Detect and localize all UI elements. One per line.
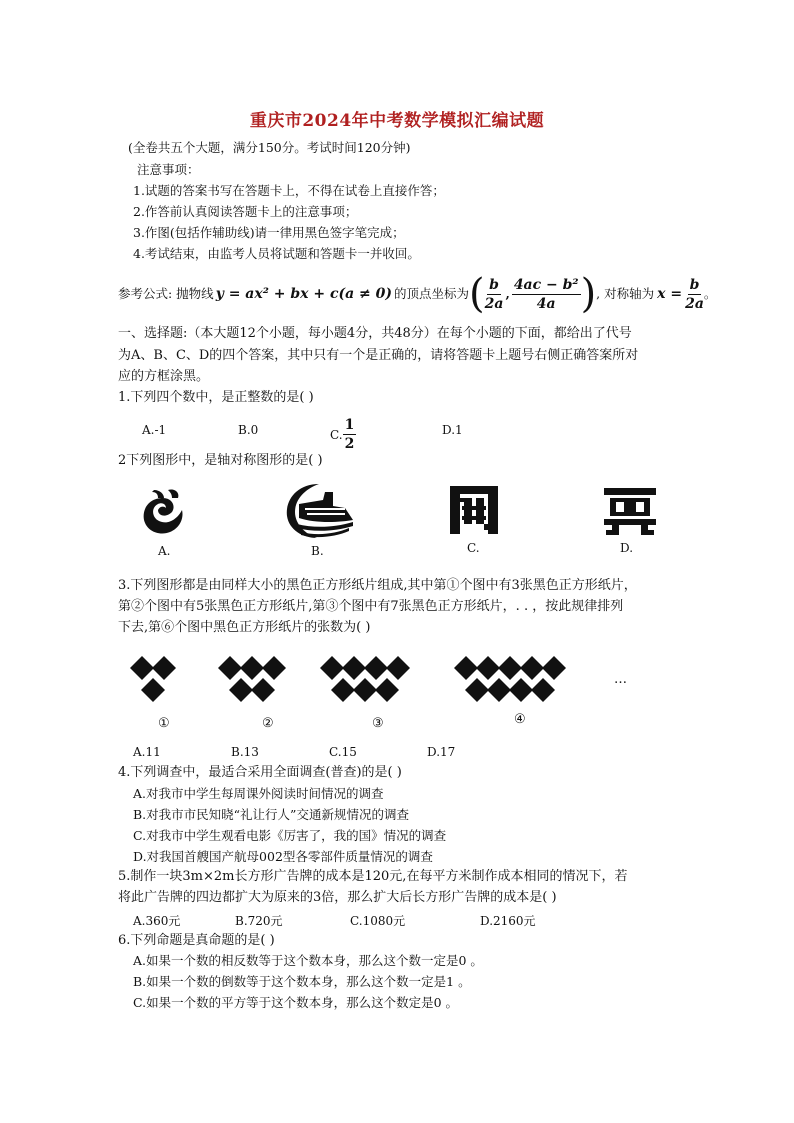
- q4-option-c: C.对我市中学生观看电影《厉害了，我的国》情况的调查: [133, 828, 447, 843]
- black-square: [498, 656, 522, 680]
- black-square: [342, 656, 366, 680]
- black-square: [476, 656, 500, 680]
- pattern-figure: [130, 656, 176, 702]
- black-square: [141, 678, 165, 702]
- q5-option-c: C.1080元: [350, 914, 406, 928]
- note-item: 1.试题的答案书写在答题卡上，不得在试卷上直接作答；: [133, 183, 445, 198]
- question-3-stem: 第②个图中有5张黑色正方形纸片,第③个图中有7张黑色正方形纸片，. . ，按此规律排列: [118, 599, 624, 614]
- page-title: 重庆市2024年中考数学模拟汇编试题: [249, 111, 545, 131]
- q6-option-a: A.如果一个数的相反数等于这个数本身，那么这个数一定是0 。: [133, 953, 483, 968]
- black-square: [520, 656, 544, 680]
- diamond-pattern-figures: [130, 650, 670, 710]
- black-square: [542, 656, 566, 680]
- black-square: [487, 678, 511, 702]
- note-item: 3.作图(包括作辅助线)请一律用黑色签字笔完成；: [133, 225, 405, 240]
- question-3-stem: 下去,第⑥个图中黑色正方形纸片的张数为( ): [118, 620, 371, 635]
- ship-icon: [283, 482, 355, 540]
- black-square: [331, 678, 355, 702]
- black-square: [509, 678, 533, 702]
- figure-number: ①: [158, 716, 170, 731]
- black-square: [251, 678, 275, 702]
- figure-label: C.: [467, 541, 480, 555]
- q5-option-a: A.360元: [133, 914, 181, 928]
- seal-glyph-d-icon: [602, 486, 658, 536]
- seal-glyph-c-icon: [448, 484, 500, 536]
- formula-axis-text: , 对称轴为: [596, 286, 655, 301]
- vertex-x-fraction: b 2a: [484, 276, 504, 312]
- figure-number: ②: [262, 716, 274, 731]
- black-square: [353, 678, 377, 702]
- section-heading: 一、选择题:（本大题12个小题，每小题4分，共48分）在每个小题的下面，都给出了代号: [118, 326, 632, 341]
- black-square: [364, 656, 388, 680]
- q4-option-d: D.对我国首艘国产航母002型各零部件质量情况的调查: [133, 849, 433, 864]
- black-square: [454, 656, 478, 680]
- q6-option-c: C.如果一个数的平方等于这个数本身，那么这个数定是0 。: [133, 995, 459, 1010]
- vertex-y-fraction: 4ac − b² 4a: [513, 276, 579, 312]
- formula-end: 。: [703, 286, 717, 301]
- figure-number: ④: [514, 712, 526, 727]
- q5-option-d: D.2160元: [480, 914, 536, 928]
- q6-option-b: B.如果一个数的倒数等于这个数本身，那么这个数一定是1 。: [133, 974, 471, 989]
- q4-option-b: B.对我市市民知晓“礼让行人”交通新规情况的调查: [133, 807, 409, 822]
- black-square: [218, 656, 242, 680]
- black-square: [130, 656, 154, 680]
- black-square: [386, 656, 410, 680]
- question-5-stem: 将此广告牌的四边都扩大为原来的3倍，那么扩大后长方形广告牌的成本是( ): [118, 890, 557, 905]
- notes-heading: 注意事项：: [137, 162, 200, 177]
- question-1-stem: 1.下列四个数中，是正整数的是( ): [118, 390, 314, 405]
- q1-option-d: D.1: [442, 423, 463, 437]
- formula-prefix: 参考公式: 抛物线: [118, 286, 214, 301]
- note-item: 4.考试结束，由监考人员将试题和答题卡一并收回。: [133, 246, 420, 261]
- question-5-stem: 5.制作一块3m×2m长方形广告牌的成本是120元,在每平方米制作成本相同的情况下，若: [118, 869, 628, 884]
- formula-vertex-text: 的顶点坐标为: [394, 286, 470, 301]
- black-square: [375, 678, 399, 702]
- figure-label: D.: [620, 541, 634, 555]
- question-3-stem: 3.下列图形都是由同样大小的黑色正方形纸片组成,其中第①个图中有3张黑色正方形纸片，: [118, 578, 637, 593]
- q3-option-d: D.17: [427, 745, 456, 759]
- question-6-stem: 6.下列命题是真命题的是( ): [118, 933, 275, 948]
- black-square: [262, 656, 286, 680]
- axis-fraction: $\frac{b}{2a}$: [685, 276, 704, 312]
- parabola-equation: y = ax² + bx + c(a ≠ 0): [215, 286, 393, 302]
- note-item: 2.作答前认真阅读答题卡上的注意事项；: [133, 204, 358, 219]
- comma: ,: [505, 286, 510, 301]
- figure-number: ③: [372, 716, 384, 731]
- black-square: [229, 678, 253, 702]
- q3-option-a: A.11: [133, 745, 161, 759]
- q3-option-b: B.13: [231, 745, 259, 759]
- pattern-figure: [320, 656, 410, 702]
- q1-option-c: C. 1 2: [330, 417, 355, 452]
- reference-formula: [118, 271, 717, 317]
- exam-intro: (全卷共五个大题，满分150分。考试时间120分钟): [128, 140, 411, 155]
- q3-option-c: C.15: [329, 745, 357, 759]
- pattern-figure: [218, 656, 286, 702]
- section-heading: 为A、B、C、D的四个答案，其中只有一个是正确的，请将答题卡上题号右侧正确答案所对: [118, 348, 639, 363]
- section-heading: 应的方框涂黑。: [118, 369, 210, 384]
- black-square: [531, 678, 555, 702]
- symbol-a-icon: [138, 486, 188, 538]
- q5-option-b: B.720元: [235, 914, 283, 928]
- right-paren: ): [580, 271, 597, 317]
- pattern-figure: [454, 656, 566, 702]
- left-paren: (: [469, 271, 485, 317]
- figure-label: B.: [311, 544, 324, 558]
- question-4-stem: 4.下列调查中，最适合采用全面调查(普查)的是( ): [118, 765, 402, 780]
- black-square: [465, 678, 489, 702]
- black-square: [152, 656, 176, 680]
- q1-option-a: A.-1: [142, 423, 167, 437]
- black-square: [320, 656, 344, 680]
- figure-label: A.: [158, 544, 171, 558]
- q4-option-a: A.对我市中学生每周课外阅读时间情况的调查: [133, 786, 384, 801]
- half-fraction: 1 2: [344, 417, 355, 452]
- black-square: [240, 656, 264, 680]
- question-2-stem: 2下列图形中，是轴对称图形的是( ): [118, 453, 323, 468]
- q1-option-b: B.0: [238, 423, 259, 437]
- axis-lhs: x =: [657, 286, 683, 302]
- pattern-ellipsis: …: [614, 672, 627, 687]
